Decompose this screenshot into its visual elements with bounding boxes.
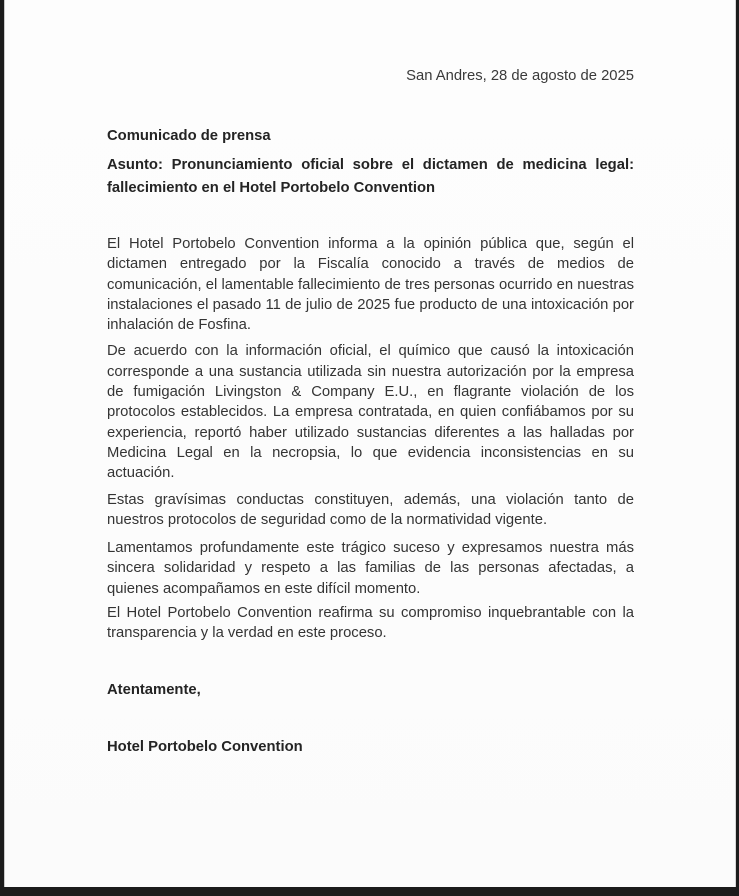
date-line: San Andres, 28 de agosto de 2025 xyxy=(406,68,634,84)
scan-edge-right xyxy=(735,0,739,896)
subject-heading-line1: Asunto: Pronunciamiento oficial sobre el dictamen de medicina legal: xyxy=(107,157,634,173)
scan-edge-bottom xyxy=(0,887,739,896)
paragraph-incident-summary: El Hotel Portobelo Convention informa a la opinión pública que, según el dictamen entregado por la Fiscalía conocido a través de medios de comunicación, el lamentable fallecimiento de tres personas ocurrido en nuestras instalaciones el pasado 11 de julio de 2025 fue producto de una intoxicación por inhalación de Fosfina. xyxy=(107,236,634,334)
press-release-kicker: Comunicado de prensa xyxy=(107,128,271,144)
scan-edge-left xyxy=(0,0,5,896)
paragraph-protocol-violation: Estas gravísimas conductas constituyen, además, una violación tanto de nuestros protocolos de seguridad como de la normatividad vigente. xyxy=(107,491,634,528)
paragraph-condolences: Lamentamos profundamente este trágico suceso y expresamos nuestra más sincera solidaridad y respeto a las familias de las personas afectadas, a quienes acompañamos en este difícil momento. xyxy=(107,540,634,597)
closing-salutation: Atentamente, xyxy=(107,681,201,698)
subject-heading-line2: fallecimiento en el Hotel Portobelo Convention xyxy=(107,180,436,196)
paragraph-official-information: De acuerdo con la información oficial, el químico que causó la intoxicación corresponde a una sustancia utilizada sin nuestra autorización por la empresa de fumigación Livingston & Company E.U., en flagrante violación de los protocolos establecidos. La empresa contratada, en quien confiábamos por su experiencia, reportó haber utilizado sustancias diferentes a las halladas por Medicina Legal en la necropsia, lo que evidencia inconsistencias en su actuación. xyxy=(107,343,634,482)
subject-heading xyxy=(107,154,634,200)
signature-hotel-name: Hotel Portobelo Convention xyxy=(107,738,303,755)
paragraph-commitment: El Hotel Portobelo Convention reafirma su compromiso inquebrantable con la transparencia y la verdad en este proceso. xyxy=(107,605,634,642)
letter-page xyxy=(107,66,634,757)
